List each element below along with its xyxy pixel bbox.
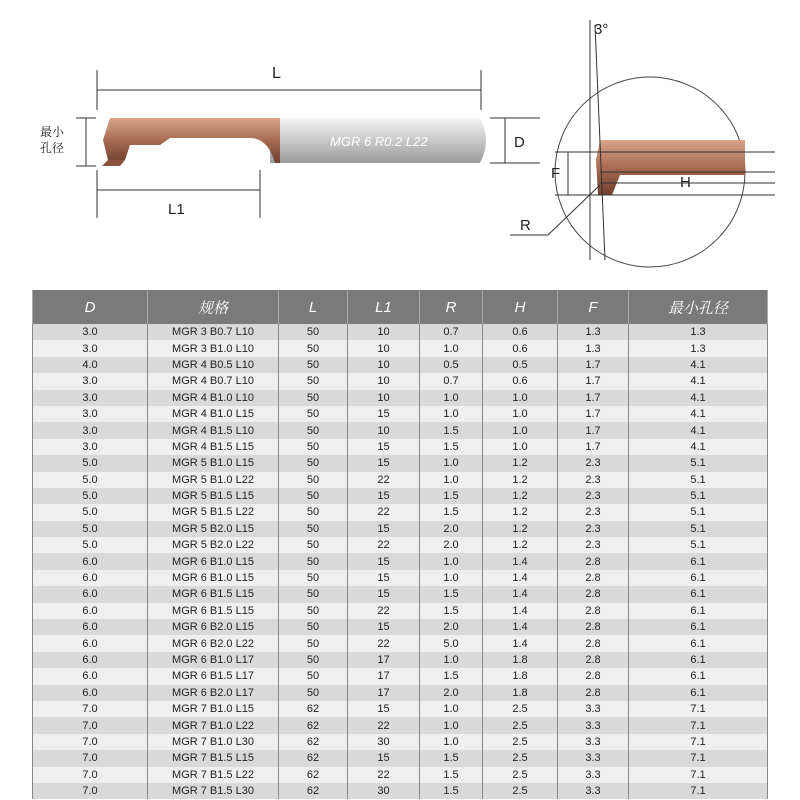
table-cell: 3.0 bbox=[33, 340, 148, 356]
table-cell: 7.1 bbox=[629, 783, 768, 799]
table-cell: MGR 7 B1.5 L15 bbox=[148, 750, 279, 766]
table-cell: 1.4 bbox=[483, 570, 558, 586]
table-cell: 1.2 bbox=[483, 521, 558, 537]
label-F: F bbox=[551, 165, 561, 182]
table-cell: 15 bbox=[348, 570, 420, 586]
table-cell: 50 bbox=[279, 603, 348, 619]
column-header: 规格 bbox=[148, 290, 279, 324]
table-cell: 50 bbox=[279, 324, 348, 340]
label-L1: L1 bbox=[168, 201, 185, 218]
table-cell: 2.0 bbox=[420, 685, 483, 701]
table-cell: 1.7 bbox=[558, 390, 629, 406]
table-cell: 50 bbox=[279, 439, 348, 455]
table-cell: 6.1 bbox=[629, 685, 768, 701]
table-cell: 1.0 bbox=[420, 717, 483, 733]
table-cell: MGR 7 B1.0 L22 bbox=[148, 717, 279, 733]
label-L: L bbox=[272, 65, 281, 82]
table-cell: 7.0 bbox=[33, 734, 148, 750]
table-cell: MGR 3 B1.0 L10 bbox=[148, 340, 279, 356]
column-header: F bbox=[558, 290, 629, 324]
table-cell: 3.0 bbox=[33, 324, 148, 340]
table-cell: MGR 5 B2.0 L15 bbox=[148, 521, 279, 537]
table-cell: 2.3 bbox=[558, 472, 629, 488]
label-angle: 3° bbox=[594, 21, 609, 38]
table-cell: 15 bbox=[348, 439, 420, 455]
table-cell: 5.0 bbox=[420, 635, 483, 651]
table-cell: 6.1 bbox=[629, 652, 768, 668]
table-cell: 2.3 bbox=[558, 488, 629, 504]
table-row bbox=[33, 619, 768, 635]
table-cell: 30 bbox=[348, 783, 420, 799]
table-cell: 62 bbox=[279, 767, 348, 783]
table-cell: 4.1 bbox=[629, 439, 768, 455]
dimension-L bbox=[97, 70, 481, 110]
table-row bbox=[33, 734, 768, 750]
table-row bbox=[33, 603, 768, 619]
table-cell: 62 bbox=[279, 750, 348, 766]
label-R: R bbox=[520, 217, 531, 234]
table-cell: 3.0 bbox=[33, 439, 148, 455]
table-row bbox=[33, 570, 768, 586]
table-cell: 1.0 bbox=[420, 390, 483, 406]
table-cell: 50 bbox=[279, 521, 348, 537]
table-cell: 4.1 bbox=[629, 422, 768, 438]
table-cell: 3.3 bbox=[558, 767, 629, 783]
table-cell: 6.0 bbox=[33, 553, 148, 569]
table-cell: 15 bbox=[348, 619, 420, 635]
table-cell: 10 bbox=[348, 373, 420, 389]
table-row bbox=[33, 422, 768, 438]
table-cell: 2.3 bbox=[558, 455, 629, 471]
table-cell: 50 bbox=[279, 668, 348, 684]
table-cell: 7.0 bbox=[33, 767, 148, 783]
table-row bbox=[33, 553, 768, 569]
table-cell: 22 bbox=[348, 717, 420, 733]
table-cell: 2.0 bbox=[420, 521, 483, 537]
table-row bbox=[33, 701, 768, 717]
table-cell: 1.5 bbox=[420, 750, 483, 766]
table-cell: 1.4 bbox=[483, 586, 558, 602]
table-cell: 15 bbox=[348, 750, 420, 766]
table-cell: 1.2 bbox=[483, 537, 558, 553]
table-cell: 2.8 bbox=[558, 603, 629, 619]
table-cell: MGR 5 B1.0 L15 bbox=[148, 455, 279, 471]
table-cell: 10 bbox=[348, 357, 420, 373]
table-cell: 1.5 bbox=[420, 586, 483, 602]
table-cell: 1.0 bbox=[483, 390, 558, 406]
table-row bbox=[33, 668, 768, 684]
table-cell: 2.8 bbox=[558, 619, 629, 635]
table-cell: MGR 4 B0.5 L10 bbox=[148, 357, 279, 373]
table-cell: 50 bbox=[279, 685, 348, 701]
table-cell: 7.1 bbox=[629, 734, 768, 750]
table-cell: MGR 4 B1.5 L10 bbox=[148, 422, 279, 438]
table-row bbox=[33, 586, 768, 602]
table-cell: 1.0 bbox=[420, 553, 483, 569]
table-row bbox=[33, 652, 768, 668]
column-header: H bbox=[483, 290, 558, 324]
table-cell: 2.3 bbox=[558, 521, 629, 537]
table-cell: 1.5 bbox=[420, 767, 483, 783]
table-cell: 5.1 bbox=[629, 455, 768, 471]
table-row bbox=[33, 324, 768, 340]
table-cell: MGR 6 B1.5 L17 bbox=[148, 668, 279, 684]
table-cell: 10 bbox=[348, 390, 420, 406]
table-cell: 1.0 bbox=[420, 472, 483, 488]
table-cell: 50 bbox=[279, 406, 348, 422]
table-cell: MGR 6 B2.0 L17 bbox=[148, 685, 279, 701]
table-cell: 1.3 bbox=[629, 340, 768, 356]
table-cell: 2.8 bbox=[558, 668, 629, 684]
table-cell: 2.5 bbox=[483, 734, 558, 750]
table-cell: 15 bbox=[348, 488, 420, 504]
table-cell: 50 bbox=[279, 455, 348, 471]
table-cell: 5.0 bbox=[33, 472, 148, 488]
table-cell: 4.1 bbox=[629, 406, 768, 422]
table-cell: 4.1 bbox=[629, 357, 768, 373]
table-cell: 6.0 bbox=[33, 652, 148, 668]
table-cell: MGR 5 B1.5 L22 bbox=[148, 504, 279, 520]
table-cell: 17 bbox=[348, 668, 420, 684]
table-cell: MGR 6 B1.0 L15 bbox=[148, 553, 279, 569]
table-cell: 5.0 bbox=[33, 455, 148, 471]
table-cell: MGR 5 B2.0 L22 bbox=[148, 537, 279, 553]
table-header bbox=[33, 290, 768, 324]
table-row bbox=[33, 635, 768, 651]
table-cell: 1.5 bbox=[420, 668, 483, 684]
table-cell: MGR 4 B1.5 L15 bbox=[148, 439, 279, 455]
table-cell: 3.3 bbox=[558, 701, 629, 717]
table-cell: 1.2 bbox=[483, 455, 558, 471]
table-cell: MGR 7 B1.0 L30 bbox=[148, 734, 279, 750]
table-cell: 1.0 bbox=[483, 422, 558, 438]
table-row bbox=[33, 340, 768, 356]
table-cell: 7.1 bbox=[629, 750, 768, 766]
table-row bbox=[33, 750, 768, 766]
table-row bbox=[33, 767, 768, 783]
shank-marking: MGR 6 R0.2 L22 bbox=[330, 134, 428, 149]
table-cell: 1.0 bbox=[483, 406, 558, 422]
table-cell: 0.6 bbox=[483, 373, 558, 389]
table-cell: MGR 5 B1.5 L15 bbox=[148, 488, 279, 504]
table-cell: 22 bbox=[348, 635, 420, 651]
table-row bbox=[33, 783, 768, 799]
table-cell: 50 bbox=[279, 373, 348, 389]
table-cell: 17 bbox=[348, 685, 420, 701]
table-cell: MGR 3 B0.7 L10 bbox=[148, 324, 279, 340]
table-cell: 17 bbox=[348, 652, 420, 668]
table-cell: 62 bbox=[279, 783, 348, 799]
table-cell: 1.2 bbox=[483, 504, 558, 520]
table-cell: 5.1 bbox=[629, 504, 768, 520]
table-cell: 3.0 bbox=[33, 373, 148, 389]
table-cell: 50 bbox=[279, 390, 348, 406]
table-cell: 6.1 bbox=[629, 619, 768, 635]
table-cell: 2.0 bbox=[420, 537, 483, 553]
table-cell: 2.5 bbox=[483, 701, 558, 717]
table-cell: 5.1 bbox=[629, 537, 768, 553]
table-row bbox=[33, 373, 768, 389]
table-cell: 0.6 bbox=[483, 340, 558, 356]
table-cell: MGR 7 B1.0 L15 bbox=[148, 701, 279, 717]
table-cell: 5.0 bbox=[33, 488, 148, 504]
table-cell: 2.5 bbox=[483, 750, 558, 766]
table-cell: 2.8 bbox=[558, 586, 629, 602]
table-cell: 0.5 bbox=[483, 357, 558, 373]
table-cell: 50 bbox=[279, 570, 348, 586]
table-cell: 22 bbox=[348, 767, 420, 783]
table-cell: 50 bbox=[279, 652, 348, 668]
table-cell: 30 bbox=[348, 734, 420, 750]
table-cell: 6.0 bbox=[33, 685, 148, 701]
table-cell: 1.7 bbox=[558, 357, 629, 373]
table-cell: MGR 7 B1.5 L30 bbox=[148, 783, 279, 799]
table-row bbox=[33, 455, 768, 471]
table-cell: 50 bbox=[279, 537, 348, 553]
table-cell: 50 bbox=[279, 586, 348, 602]
column-header: L bbox=[279, 290, 348, 324]
table-cell: 2.3 bbox=[558, 504, 629, 520]
spec-table bbox=[32, 290, 768, 799]
table-cell: 2.8 bbox=[558, 652, 629, 668]
table-cell: 50 bbox=[279, 340, 348, 356]
table-row bbox=[33, 521, 768, 537]
table-cell: 4.0 bbox=[33, 357, 148, 373]
table-cell: 1.3 bbox=[629, 324, 768, 340]
tool-drawing bbox=[0, 0, 800, 285]
table-row bbox=[33, 685, 768, 701]
table-cell: MGR 6 B1.5 L15 bbox=[148, 603, 279, 619]
table-cell: 1.4 bbox=[483, 619, 558, 635]
label-min-bore: 最小孔径 bbox=[40, 125, 65, 155]
column-header: 最小孔径 bbox=[629, 290, 768, 324]
table-cell: 1.4 bbox=[483, 635, 558, 651]
table-cell: 50 bbox=[279, 635, 348, 651]
table-cell: 1.2 bbox=[483, 488, 558, 504]
table-cell: 5.1 bbox=[629, 488, 768, 504]
table-cell: 62 bbox=[279, 701, 348, 717]
table-cell: 1.8 bbox=[483, 668, 558, 684]
table-cell: 22 bbox=[348, 472, 420, 488]
table-cell: 6.0 bbox=[33, 668, 148, 684]
table-cell: 6.1 bbox=[629, 553, 768, 569]
table-cell: 1.0 bbox=[420, 340, 483, 356]
table-cell: 10 bbox=[348, 340, 420, 356]
table-cell: 50 bbox=[279, 553, 348, 569]
table-row bbox=[33, 390, 768, 406]
table-cell: 15 bbox=[348, 586, 420, 602]
dimension-min-bore bbox=[76, 118, 96, 166]
table-cell: 6.0 bbox=[33, 619, 148, 635]
table-cell: 1.4 bbox=[483, 603, 558, 619]
table-cell: 6.1 bbox=[629, 586, 768, 602]
table-cell: 7.1 bbox=[629, 717, 768, 733]
table-cell: 22 bbox=[348, 603, 420, 619]
table-cell: 15 bbox=[348, 521, 420, 537]
table-cell: 1.7 bbox=[558, 373, 629, 389]
table-cell: 50 bbox=[279, 488, 348, 504]
table-cell: 1.0 bbox=[420, 701, 483, 717]
table-cell: 5.1 bbox=[629, 472, 768, 488]
table-cell: 1.5 bbox=[420, 783, 483, 799]
table-cell: 15 bbox=[348, 553, 420, 569]
table-cell: 7.1 bbox=[629, 767, 768, 783]
label-H: H bbox=[680, 174, 691, 191]
table-cell: 1.0 bbox=[420, 652, 483, 668]
table-cell: 2.5 bbox=[483, 783, 558, 799]
table-cell: 50 bbox=[279, 422, 348, 438]
table-cell: 6.1 bbox=[629, 603, 768, 619]
table-cell: 1.5 bbox=[420, 439, 483, 455]
table-cell: 2.8 bbox=[558, 685, 629, 701]
table-cell: 1.0 bbox=[420, 570, 483, 586]
table-cell: 1.7 bbox=[558, 406, 629, 422]
table-cell: 62 bbox=[279, 734, 348, 750]
table-row bbox=[33, 406, 768, 422]
table-cell: 3.3 bbox=[558, 717, 629, 733]
table-cell: 6.0 bbox=[33, 603, 148, 619]
tool-body bbox=[102, 118, 486, 166]
table-cell: 15 bbox=[348, 406, 420, 422]
table-cell: 3.0 bbox=[33, 422, 148, 438]
table-cell: 5.0 bbox=[33, 521, 148, 537]
table-row bbox=[33, 717, 768, 733]
table-row bbox=[33, 504, 768, 520]
table-cell: MGR 7 B1.5 L22 bbox=[148, 767, 279, 783]
table-cell: 2.8 bbox=[558, 570, 629, 586]
table-cell: 7.0 bbox=[33, 750, 148, 766]
column-header: D bbox=[33, 290, 148, 324]
table-cell: MGR 6 B1.0 L17 bbox=[148, 652, 279, 668]
table-cell: 2.5 bbox=[483, 717, 558, 733]
table-cell: 6.0 bbox=[33, 586, 148, 602]
table-row bbox=[33, 357, 768, 373]
table-cell: 0.6 bbox=[483, 324, 558, 340]
table-row bbox=[33, 439, 768, 455]
table-cell: 10 bbox=[348, 422, 420, 438]
table-cell: MGR 5 B1.0 L22 bbox=[148, 472, 279, 488]
table-cell: 1.7 bbox=[558, 422, 629, 438]
table-row bbox=[33, 537, 768, 553]
detail-view bbox=[510, 20, 775, 267]
table-cell: 3.0 bbox=[33, 390, 148, 406]
table-cell: 6.0 bbox=[33, 635, 148, 651]
table-cell: 50 bbox=[279, 619, 348, 635]
table-cell: 1.8 bbox=[483, 685, 558, 701]
table-cell: 1.0 bbox=[420, 406, 483, 422]
table-cell: 50 bbox=[279, 504, 348, 520]
table-cell: 4.1 bbox=[629, 390, 768, 406]
table-cell: 15 bbox=[348, 455, 420, 471]
table-cell: MGR 6 B2.0 L15 bbox=[148, 619, 279, 635]
table-cell: 3.3 bbox=[558, 783, 629, 799]
table-cell: 0.7 bbox=[420, 373, 483, 389]
table-cell: 2.8 bbox=[558, 553, 629, 569]
table-cell: 1.2 bbox=[483, 472, 558, 488]
table-cell: MGR 6 B1.5 L15 bbox=[148, 586, 279, 602]
table-cell: 3.0 bbox=[33, 406, 148, 422]
table-cell: 6.1 bbox=[629, 635, 768, 651]
table-cell: 6.0 bbox=[33, 570, 148, 586]
table-cell: 5.0 bbox=[33, 537, 148, 553]
table-cell: 1.4 bbox=[483, 553, 558, 569]
table-cell: 0.7 bbox=[420, 324, 483, 340]
table-cell: 1.5 bbox=[420, 488, 483, 504]
table-cell: 7.0 bbox=[33, 701, 148, 717]
label-D: D bbox=[514, 134, 525, 151]
table-cell: 1.0 bbox=[483, 439, 558, 455]
table-cell: 1.7 bbox=[558, 439, 629, 455]
table-cell: 5.1 bbox=[629, 521, 768, 537]
table-cell: 1.5 bbox=[420, 504, 483, 520]
table-cell: 62 bbox=[279, 717, 348, 733]
table-cell: 3.3 bbox=[558, 750, 629, 766]
table-cell: 50 bbox=[279, 357, 348, 373]
table-cell: 6.1 bbox=[629, 668, 768, 684]
table-cell: 2.8 bbox=[558, 635, 629, 651]
table-row bbox=[33, 472, 768, 488]
table-cell: MGR 6 B2.0 L22 bbox=[148, 635, 279, 651]
column-header: R bbox=[420, 290, 483, 324]
table-cell: 0.5 bbox=[420, 357, 483, 373]
table-cell: 22 bbox=[348, 504, 420, 520]
table-cell: MGR 4 B0.7 L10 bbox=[148, 373, 279, 389]
table-cell: 1.3 bbox=[558, 324, 629, 340]
table-cell: 4.1 bbox=[629, 373, 768, 389]
table-cell: MGR 6 B1.0 L15 bbox=[148, 570, 279, 586]
table-cell: 50 bbox=[279, 472, 348, 488]
table-cell: 10 bbox=[348, 324, 420, 340]
table-cell: 7.0 bbox=[33, 783, 148, 799]
table-cell: MGR 4 B1.0 L10 bbox=[148, 390, 279, 406]
table-cell: 2.5 bbox=[483, 767, 558, 783]
table-cell: 1.0 bbox=[420, 734, 483, 750]
table-cell: 3.3 bbox=[558, 734, 629, 750]
table-cell: 1.5 bbox=[420, 422, 483, 438]
table-cell: 15 bbox=[348, 701, 420, 717]
table-cell: 1.0 bbox=[420, 455, 483, 471]
table-cell: 22 bbox=[348, 537, 420, 553]
table-cell: 1.5 bbox=[420, 603, 483, 619]
table-cell: 7.0 bbox=[33, 717, 148, 733]
table-cell: MGR 4 B1.0 L15 bbox=[148, 406, 279, 422]
table-cell: 1.3 bbox=[558, 340, 629, 356]
table-cell: 5.0 bbox=[33, 504, 148, 520]
table-cell: 1.8 bbox=[483, 652, 558, 668]
table-cell: 2.3 bbox=[558, 537, 629, 553]
table-cell: 6.1 bbox=[629, 570, 768, 586]
column-header: L1 bbox=[348, 290, 420, 324]
table-cell: 2.0 bbox=[420, 619, 483, 635]
table-cell: 7.1 bbox=[629, 701, 768, 717]
table-row bbox=[33, 488, 768, 504]
